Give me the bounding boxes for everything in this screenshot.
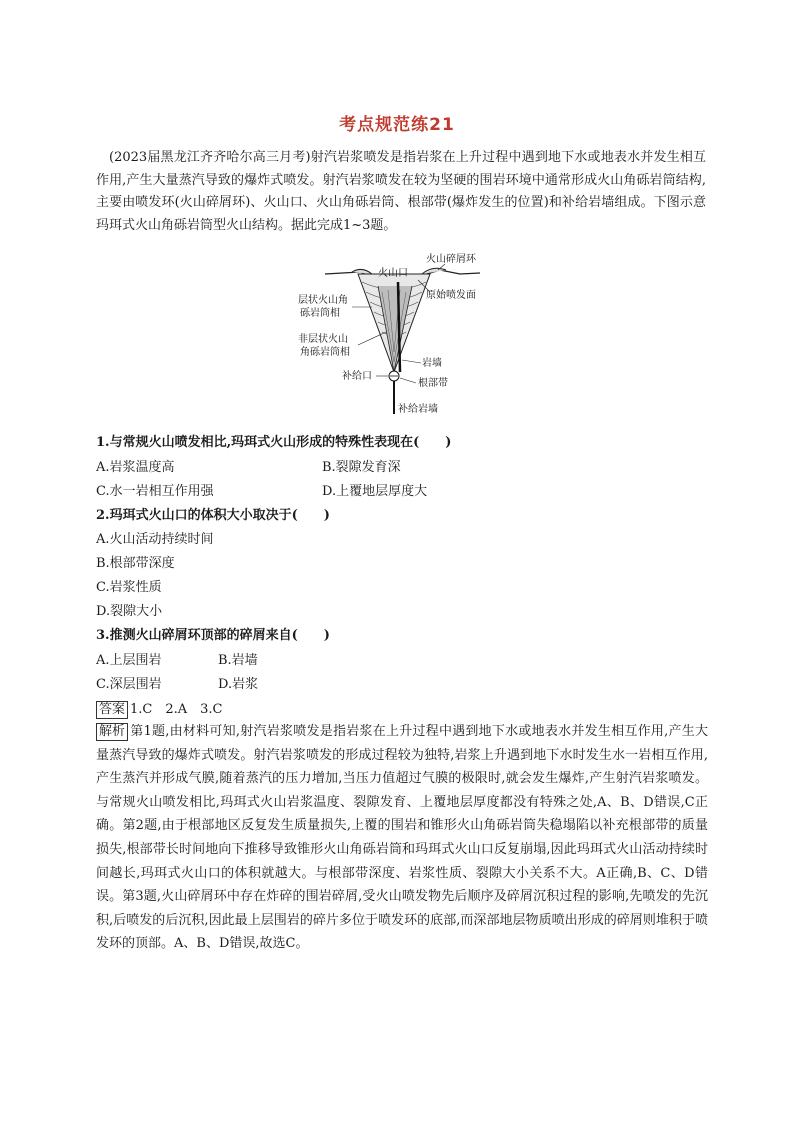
label-root-zone: 根部带 [418,378,448,389]
question-2-option-a: A.火山活动持续时间 [96,532,214,547]
question-2-stem [96,504,330,528]
question-3-option-d: D.岩浆 [218,677,259,692]
analysis-paragraph [96,720,708,956]
question-3-option-b: B.岩墙 [218,653,258,668]
question-3-text: 推测火山碎屑环顶部的碎屑来自( ) [109,628,330,643]
label-dike: 岩墙 [422,358,442,369]
answer-tag: 答案 [96,701,128,719]
label-nonlayered-line1: 非层状火山 [298,334,348,345]
volcano-structure-diagram [290,252,510,422]
label-crater: 火山口 [378,268,408,279]
label-pyroclastic-ring: 火山碎屑环 [426,254,476,265]
answer-text: 1.C 2.A 3.C [130,702,223,717]
label-original-surface: 原始喷发面 [426,290,476,301]
question-1-text: 与常规火山喷发相比,玛珥式火山形成的特殊性表现在( ) [109,435,452,450]
question-1-option-b: B.裂隙发育深 [322,460,401,475]
label-layered-line2: 砾岩筒相 [300,308,340,319]
question-3-stem [96,624,330,648]
question-3-option-a: A.上层围岩 [96,653,162,668]
question-2-option-b: B.根部带深度 [96,556,175,571]
intro-paragraph: (2023届黑龙江齐齐哈尔高三月考)射汽岩浆喷发是指岩浆在上升过程中遇到地下水或地表水并发生相互作用,产生大量蒸汽导致的爆炸式喷发。射汽岩浆喷发在较为坚硬的围岩环境中通常形成火山角砾岩筒结构,主要由喷发环(火山碎屑环)、火山口、火山角砾岩筒、根部带(爆炸发生的位置)和补给岩墙组成。下图示意玛珥式火山角砾岩筒型火山结构。据此完成1~3题。 [96,150,706,233]
question-1-number: 1. [96,435,110,450]
answer-line [96,698,223,722]
label-feed-opening: 补给口 [342,371,372,382]
analysis-text: 第1题,由材料可知,射汽岩浆喷发是指岩浆在上升过程中遇到地下水或地表水并发生相互作用,产生大量蒸汽导致的爆炸式喷发。射汽岩浆喷发的形成过程较为独特,岩浆上升遇到地下水时发生水一岩相互作用,产生蒸汽并形成气膜,随着蒸汽的压力增加,当压力值超过气膜的极限时,就会发生爆炸,产生射汽岩浆喷发。与常规火山喷发相比,玛珥式火山岩浆温度、裂隙发育、上覆地层厚度都没有特殊之处,A、B、D错误,C正确。第2题,由于根部地区反复发生质量损失,上覆的围岩和锥形火山角砾岩筒失稳塌陷以补充根部带的质量损失,根部带长时间地向下推移导致锥形火山角砾岩筒和玛珥式火山口反复崩塌,因此玛珥式火山活动持续时间越长,玛珥式火山口的体积就越大。与根部带深度、岩浆性质、裂隙大小关系不大。A正确,B、C、D错误。第3题,火山碎屑环中存在炸碎的围岩碎屑,受火山喷发物先后顺序及碎屑沉积过程的影响,先喷发的先沉积,后喷发的后沉积,因此最上层围岩的碎片多位于喷发环的底部,而深部地层物质喷出形成的碎屑则堆积于喷发环的顶部。A、B、D错误,故选C。 [96,724,708,952]
page-title: 考点规范练21 [339,115,455,135]
question-2-option-d: D.裂隙大小 [96,604,163,619]
question-3-number: 3. [96,628,110,643]
question-1-option-a: A.岩浆温度高 [96,460,175,475]
label-nonlayered-line2: 角砾岩筒相 [300,347,350,358]
question-2-text: 玛珥式火山口的体积大小取决于( ) [109,508,330,523]
question-1-stem [96,431,451,455]
question-3-option-c: C.深层围岩 [96,677,162,692]
label-feeder-dike: 补给岩墙 [398,404,438,415]
analysis-tag: 解析 [96,723,128,741]
question-1-option-d: D.上覆地层厚度大 [322,484,428,499]
label-layered-line1: 层状火山角 [298,295,348,306]
question-1-option-c: C.水一岩相互作用强 [96,484,214,499]
question-2-option-c: C.岩浆性质 [96,580,162,595]
question-2-number: 2. [96,508,110,523]
